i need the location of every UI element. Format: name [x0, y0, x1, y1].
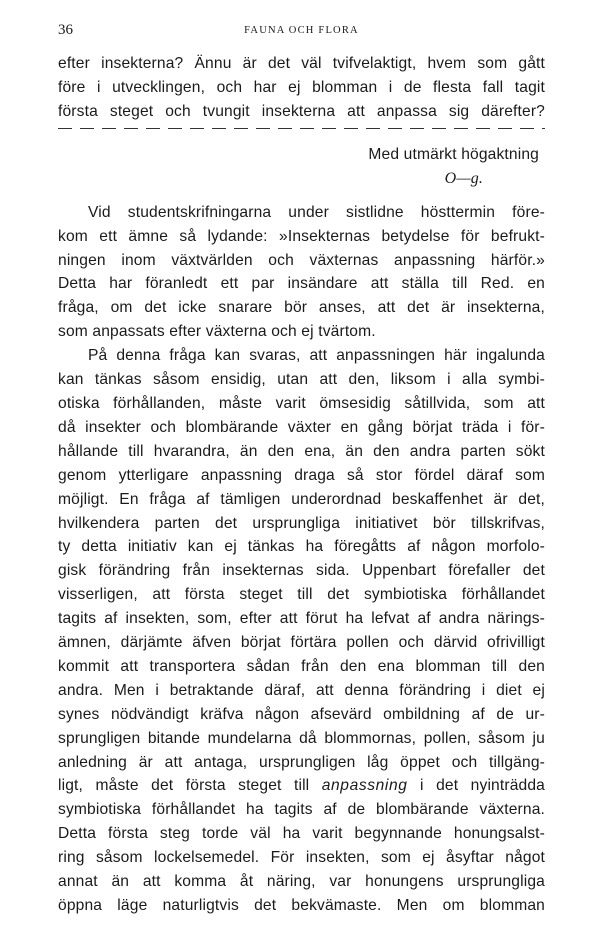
- text-line: ämnen, därjämte äfven börjat förtära pollen och därvid ofrivilligt: [58, 634, 545, 652]
- text-line: tagits af insekten, som, efter att förut ha lefvat af andra närings-: [58, 610, 545, 628]
- text-line: första steget och tvungit insekterna att anpassa sig därefter?: [58, 102, 545, 120]
- text-line: ty detta initiativ kan ej tänkas ha föregåtts af någon morfolo-: [58, 538, 545, 556]
- text-line: andra. Men i betraktande däraf, att denna förändring i diet ej: [58, 681, 545, 699]
- text-line: fråga, om det icke snarare bör anses, att det är insekterna,: [58, 299, 545, 317]
- text-line: På denna fråga kan svaras, att anpassningen här ingalunda: [88, 347, 545, 365]
- text-line: gisk förändring från insekternas sida. Uppenbart förefaller det: [58, 562, 545, 580]
- emphasized-word: anpassning: [321, 777, 408, 795]
- text-line: otiska förhållanden, måste varit ömsesidig såtillvida, som att: [58, 394, 545, 412]
- paragraph-question: [58, 201, 545, 344]
- text-line: synes nödvändigt kräfva någon afsevärd ombildning af de ur-: [58, 705, 545, 723]
- text-line: före i utvecklingen, och har ej blomman i de flesta fall tagit: [58, 78, 545, 96]
- text-line: öppna läge naturligtvis det bekvämaste. Men om blomman: [58, 897, 545, 914]
- page-header: [58, 22, 545, 42]
- text-line: Vid studentskrifningarna under sistlidne hösttermin före-: [88, 203, 545, 221]
- signature: O—g.: [444, 169, 483, 187]
- text-line: Detta har föranledt ett par insändare att ställa till Red. en: [58, 275, 545, 293]
- running-head: FAUNA OCH FLORA: [244, 25, 359, 36]
- text-line: ring såsom lockelsemedel. För insekten, som ej åsyftar något: [58, 849, 545, 867]
- text-line: ningen inom växtvärlden och växternas anpassning härför.»: [58, 251, 545, 269]
- text-line: genom ytterligare anpassning draga så stor fördel däraf som: [58, 466, 545, 484]
- closing-salutation: Med utmärkt högaktning: [368, 145, 539, 163]
- text-line: annat än att komma åt näring, var honungens ursprungliga: [58, 873, 545, 891]
- text-line: kommit att transportera sådan från den ena blomman till den: [58, 657, 545, 675]
- dashed-rule: [58, 128, 545, 136]
- text-line: hållande till hvarandra, än den ena, än den andra parten sökt: [58, 442, 545, 460]
- page-number: 36: [58, 22, 73, 38]
- text-line: visserligen, att första steget till det symbiotiska förhållandet: [58, 586, 545, 604]
- text-segment: ligt, måste det första steget till: [58, 777, 322, 795]
- text-line: sprungligen bitande mundelarna då blommornas, pollen, såsom ju: [58, 729, 545, 747]
- text-line: symbiotiska förhållandet ha tagits af de blombärande växterna.: [58, 801, 545, 819]
- paragraph-answer: [58, 344, 545, 918]
- text-line: som anpassats efter växterna och ej tvärtom.: [58, 323, 376, 341]
- body-text: [58, 52, 545, 918]
- text-line: anledning är att antaga, ursprungligen låg öppet och tillgäng-: [58, 753, 545, 771]
- text-line: efter insekterna? Ännu är det väl tvifvelaktigt, hvem som gått: [58, 55, 545, 72]
- text-line: hvilkendera parten det ursprungliga initiativet bör tillskrifvas,: [58, 514, 545, 532]
- text-line-with-emphasis: [58, 774, 545, 798]
- text-line: möjligt. En fråga af tämligen underordnad beskaffenhet är det,: [58, 490, 545, 508]
- text-line: kom ett ämne så lydande: »Insekternas betydelse för befrukt-: [58, 227, 545, 245]
- paragraph-letter-end: [58, 52, 545, 124]
- text-segment: i det nyinträdda: [407, 777, 545, 795]
- text-line: kan tänkas såsom ensidig, utan att den, liksom i alla symbi-: [58, 371, 545, 389]
- text-line: Detta första steg torde väl ha varit begynnande honungsalst-: [58, 825, 545, 843]
- text-line: då insekter och blombärande växter en gång börjat träda i för-: [58, 418, 545, 436]
